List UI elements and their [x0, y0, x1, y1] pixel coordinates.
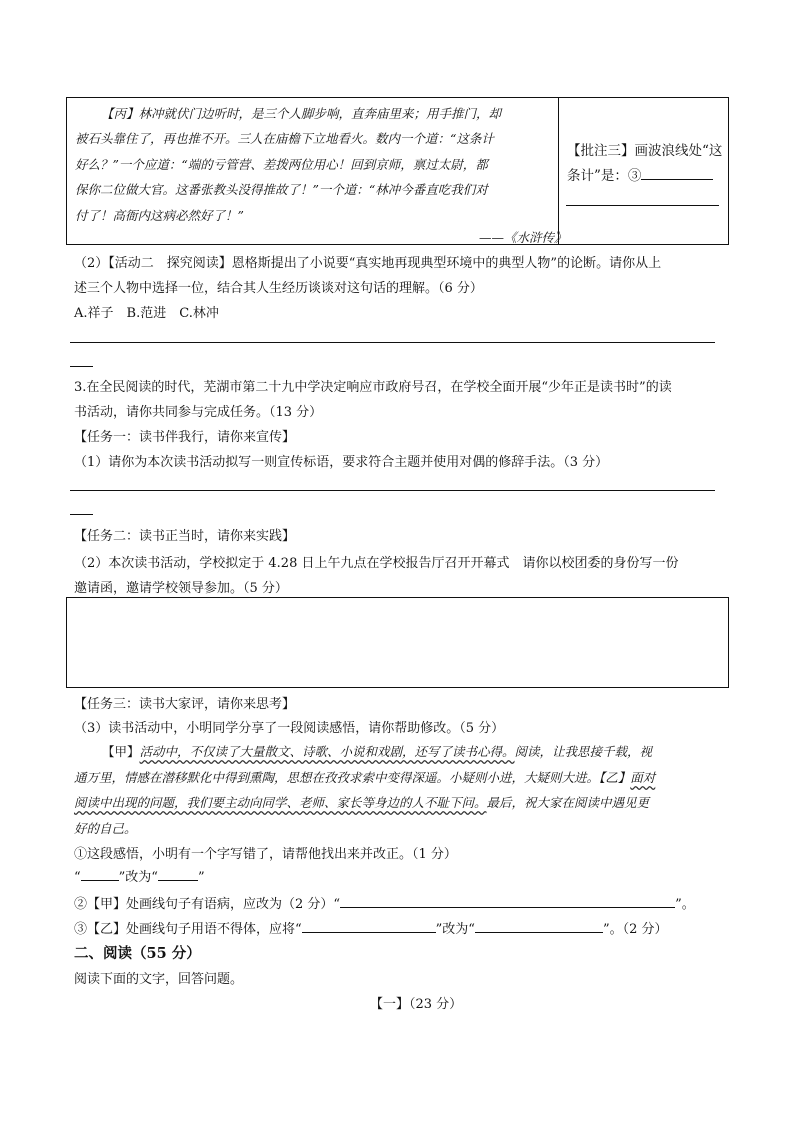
annotation-note-text: 条计”是：③ — [567, 168, 642, 184]
original-phrase-blank[interactable] — [302, 919, 436, 933]
passage-line-4: 好的自己。 — [74, 821, 137, 836]
section2-title: 二、阅读（55 分） — [74, 945, 201, 962]
task2-question-line-1: （2）本次读书活动，学校拟定于 4.28 日上午九点在学校报告厅召开开幕式 请你以校团委的身份写一份 — [74, 556, 679, 571]
correct-char-blank[interactable] — [158, 867, 198, 881]
sub-question-1: ①这段感悟，小明有一个字写错了，请帮他找出来并改正。（1 分） — [74, 847, 457, 862]
quote-open: “ — [74, 870, 81, 885]
replacement-phrase-blank[interactable] — [475, 919, 603, 933]
quote-close: ” — [197, 870, 205, 885]
sub-question-2 — [74, 893, 695, 912]
sub2-text: ②【甲】处画线句子有语病，应改为（2 分）“ — [74, 897, 341, 912]
annotation-note-line-1: 【批注三】画波浪线处“这 — [567, 143, 723, 159]
passage-text: 最后，祝大家在阅读中遇见更 — [486, 795, 650, 810]
excerpt-line-3: 好么？”一个应道：“端的亏管营、差拨两位用心！回到京师，禀过太尉，都 — [75, 157, 488, 172]
activity2-options: A.祥子 B.范进 C.林冲 — [74, 306, 219, 321]
sub3-mid: ”改为“ — [435, 922, 475, 937]
q3-intro-line-2: 书活动，请你共同参与完成任务。（13 分） — [74, 405, 323, 420]
passage-tag-jia: 【甲】 — [102, 744, 140, 759]
sub-question-3 — [74, 918, 668, 937]
excerpt-line-5: 付了！高衙内这病必然好了！” — [75, 208, 244, 223]
section2-part-title: 【一】（23 分） — [370, 997, 463, 1012]
sub3-text: ③【乙】处画线句子用语不得体，应将“ — [74, 922, 302, 937]
excerpt-line-4: 保你二位做大官。这番张教头没得推故了！”一个道：“林冲今番直吃我们对 — [75, 182, 488, 197]
passage-line-1 — [102, 742, 652, 760]
activity2-line-2: 述三个人物中选择一位，结合其人生经历谈谈对这句话的理解。（6 分） — [74, 281, 483, 296]
passage-text: 阅读，让我思接千载，视 — [514, 744, 653, 759]
section2-instruction: 阅读下面的文字，回答问题。 — [74, 972, 244, 987]
answer-line[interactable] — [566, 205, 719, 206]
excerpt-line-2: 被石头靠住了，再也推不开。三人在庙檐下立地看火。数内一个道：“这条计 — [75, 131, 494, 146]
excerpt-line-1: 【丙】林冲就伏门边听时，是三个人脚步响，直奔庙里来；用手推门，却 — [101, 106, 502, 121]
q3-intro-line-1: 3.在全民阅读的时代，芜湖市第二十九中学决定响应市政府号召，在学校全面开展“少年正是读书时”的读 — [74, 380, 672, 395]
task2-question-line-2: 邀请函，邀请学校领导参加。（5 分） — [74, 581, 288, 596]
wrong-char-blank[interactable] — [81, 867, 119, 881]
passage-line-2 — [74, 768, 655, 786]
revision-blank[interactable] — [340, 894, 675, 908]
task1-title: 【任务一：读书伴我行，请你来宣传】 — [74, 430, 296, 445]
passage-underlined-jia: 活动中，不仅读了大量散文、诗歌、小说和戏剧，还写了读书心得。 — [139, 744, 515, 759]
excerpt-table-divider — [558, 97, 559, 245]
excerpt-source: ——《水浒传》 — [479, 230, 567, 245]
sub-question-1-blanks — [74, 866, 205, 885]
answer-line[interactable] — [70, 342, 715, 343]
sub2-end: ”。 — [675, 897, 695, 912]
annotation-note-line-2 — [567, 164, 713, 184]
passage-underlined-yi: 面对 — [630, 770, 656, 785]
task1-question: （1）请你为本次读书活动拟写一则宣传标语，要求符合主题并使用对偶的修辞手法。（3 分） — [74, 455, 609, 470]
task3-question: （3）读书活动中，小明同学分享了一段阅读感悟，请你帮助修改。（5 分） — [74, 721, 505, 736]
answer-line-short[interactable] — [70, 514, 93, 515]
sub3-end: ”。（2 分） — [602, 922, 668, 937]
activity2-line-1: （2）【活动二 探究阅读】恩格斯提出了小说要“真实地再现典型环境中的典型人物”的论断。请你从上 — [74, 256, 662, 271]
answer-blank[interactable] — [641, 166, 713, 180]
task3-title: 【任务三：读书大家评，请你来思考】 — [74, 697, 296, 712]
answer-line-short[interactable] — [70, 366, 93, 367]
passage-underlined-yi: 阅读中出现的问题，我们要主动向同学、老师、家长等身边的人不耻下问。 — [74, 795, 487, 810]
passage-line-3 — [74, 793, 649, 811]
sub1-mid-text: ”改为“ — [118, 870, 158, 885]
task2-title: 【任务二：读书正当时，请你来实践】 — [74, 529, 296, 544]
invitation-answer-box[interactable] — [66, 597, 729, 688]
passage-text: 通万里，情感在潜移默化中得到熏陶，思想在孜孜求索中变得深遥。小疑则小进，大疑则大进。【乙】 — [74, 770, 631, 785]
answer-line[interactable] — [70, 490, 715, 491]
